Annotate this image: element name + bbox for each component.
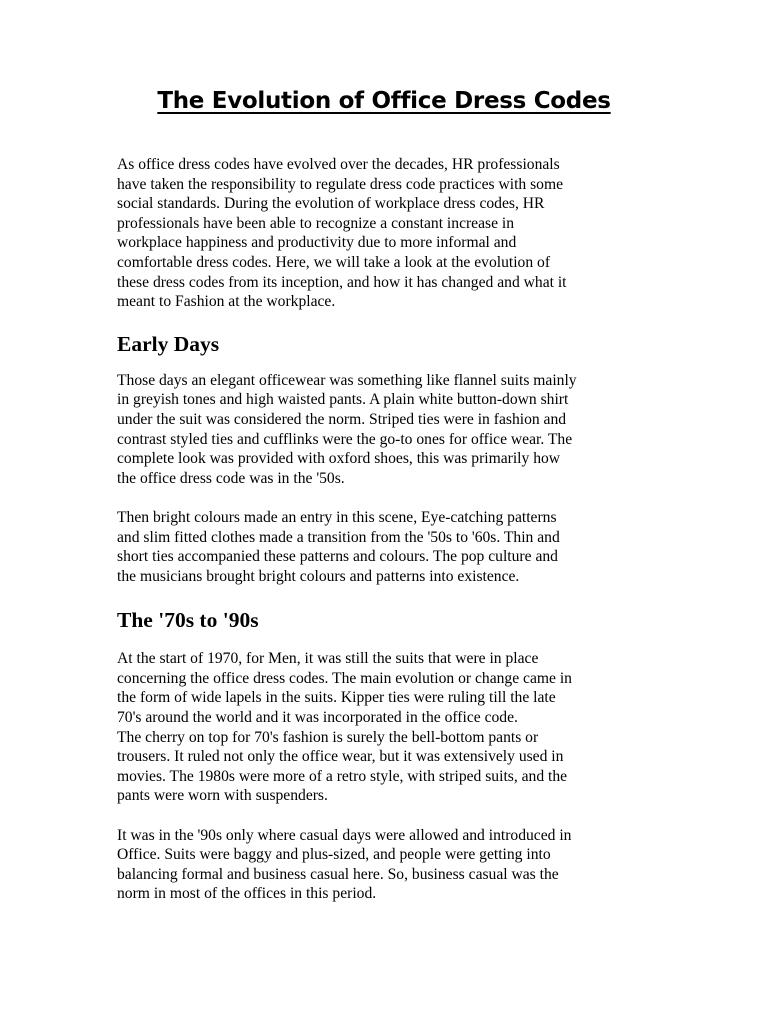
document-body bbox=[117, 155, 647, 904]
early-days-paragraph-2: Then bright colours made an entry in this scene, Eye-catching patterns and slim fitted clothes made a transition from the '50s to '60s. Thin and short ties accompanied these patterns and colours. The pop culture and the musicians brought bright colours and patterns into existence. bbox=[117, 508, 560, 585]
document-title: The Evolution of Office Dress Codes bbox=[157, 88, 611, 114]
seventies-to-nineties-paragraph-2: It was in the '90s only where casual days were allowed and introduced in Office. Suits were baggy and plus-sized, and people were getting into balancing formal and business casual here. So, business casual was the norm in most of the offices in this period. bbox=[117, 826, 572, 903]
seventies-to-nineties-paragraph-1: At the start of 1970, for Men, it was still the suits that were in place concerning the office dress codes. The main evolution or change came in the form of wide lapels in the suits. Kipper ties were ruling till the late 70's around the world and it was incorporated in the office code. The cherry on top for 70's fashion is surely the bell-bottom pants or trousers. It ruled not only the office wear, but it was extensively used in movies. The 1980s were more of a retro style, with striped suits, and the pants were worn with suspenders. bbox=[117, 650, 572, 805]
section-heading-early-days: Early Days bbox=[117, 331, 220, 356]
intro-paragraph: As office dress codes have evolved over the decades, HR professionals have taken the responsibility to regulate dress code practices with some social standards. During the evolution of workplace dress codes, HR professionals have been able to recognize a constant increase in workplace happiness and productivity due to more informal and comfortable dress codes. Here, we will take a look at the evolution of these dress codes from its inception, and how it has changed and what it meant to Fashion at the workplace. bbox=[117, 156, 567, 311]
early-days-paragraph-1: Those days an elegant officewear was something like flannel suits mainly in greyish tones and high waisted pants. A plain white button-down shirt under the suit was considered the norm. Striped ties were in fashion and contrast styled ties and cufflinks were the go-to ones for office wear. The complete look was provided with oxford shoes, this was primarily how the office dress code was in the '50s. bbox=[117, 371, 577, 487]
section-heading-70s-to-90s: The '70s to '90s bbox=[117, 608, 259, 633]
